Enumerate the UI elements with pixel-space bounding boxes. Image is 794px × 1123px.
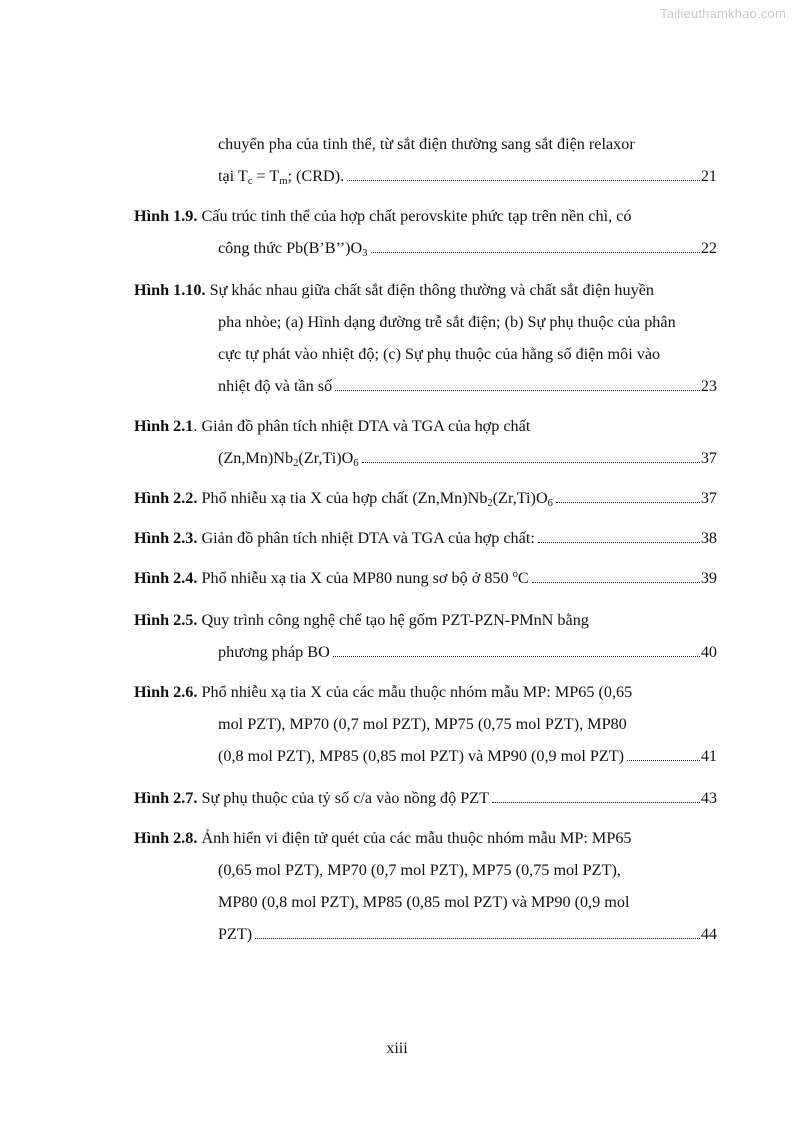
page-number: 37 xyxy=(700,489,717,507)
figure-label: Hình 2.8. xyxy=(134,829,198,847)
entry-line: mol PZT), MP70 (0,7 mol PZT), MP75 (0,75 mol PZT), MP80 xyxy=(218,715,627,733)
footer-page-number: xiii xyxy=(386,1040,408,1057)
page-number: 22 xyxy=(700,239,717,257)
dot-leader xyxy=(347,179,700,181)
dot-leader xyxy=(362,461,700,463)
dot-leader xyxy=(335,389,700,391)
entry-line: Hình 1.9. Cấu trúc tinh thể của hợp chất perovskite phức tạp trên nền chì, có xyxy=(134,207,632,225)
dot-leader xyxy=(627,759,700,761)
dot-leader xyxy=(255,937,700,939)
page-number: 21 xyxy=(700,167,717,185)
dot-leader xyxy=(492,801,700,803)
entry-line-leader[interactable]: nhiệt độ và tần số 23 xyxy=(218,377,717,395)
entry-line-leader[interactable]: PZT) 44 xyxy=(218,925,717,943)
figure-label: Hình 1.9. xyxy=(134,207,198,225)
dot-leader xyxy=(371,251,700,253)
entry-line-leader[interactable]: tại $T_c = T_m$; (CRD). 21 xyxy=(218,167,717,187)
entry-line: Hình 1.10. Sự khác nhau giữa chất sắt điện thông thường và chất sắt điện huyền xyxy=(134,281,654,299)
entry-line: cực tự phát vào nhiệt độ; (c) Sự phụ thuộc của hằng số điện môi vào xyxy=(218,345,661,363)
entry-line: MP80 (0,8 mol PZT), MP85 (0,85 mol PZT) và MP90 (0,9 mol xyxy=(218,893,630,911)
entry-line-leader[interactable]: (0,8 mol PZT), MP85 (0,85 mol PZT) và MP90 (0,9 mol PZT) 41 xyxy=(218,747,717,765)
figure-label: Hình 2.6. xyxy=(134,683,198,701)
entry-line-leader[interactable]: công thức $Pb(B’B’’)O_3$ 22 xyxy=(218,239,717,259)
figure-label: Hình 2.2. xyxy=(134,489,198,507)
dot-leader xyxy=(532,581,700,583)
figure-label: Hình 2.7. xyxy=(134,789,198,807)
entry-line: pha nhòe; (a) Hình dạng đường trễ sắt điện; (b) Sự phụ thuộc của phân xyxy=(218,313,676,331)
figure-label: Hình 2.5. xyxy=(134,611,198,629)
entry-line: Hình 2.1. Giản đồ phân tích nhiệt DTA và TGA của hợp chất xyxy=(134,417,531,435)
entry-line: (0,65 mol PZT), MP70 (0,7 mol PZT), MP75 (0,75 mol PZT), xyxy=(218,861,621,879)
page-number: 41 xyxy=(700,747,717,765)
figure-label: Hình 2.1 xyxy=(134,417,194,435)
entry-line-leader[interactable]: phương pháp BO 40 xyxy=(218,643,717,661)
page-number: 38 xyxy=(700,529,717,547)
dot-leader xyxy=(556,501,700,503)
page-number: 23 xyxy=(700,377,717,395)
entry-line-leader[interactable]: Hình 2.3. Giản đồ phân tích nhiệt DTA và TGA của hợp chất: 38 xyxy=(134,529,717,547)
entry-line: Hình 2.5. Quy trình công nghệ chế tạo hệ gốm PZT-PZN-PMnN bằng xyxy=(134,611,589,629)
page-number: 43 xyxy=(700,789,717,807)
figure-label: Hình 2.4. xyxy=(134,569,198,587)
page-number: 44 xyxy=(700,925,717,943)
entry-line: Hình 2.6. Phổ nhiễu xạ tia X của các mẫu thuộc nhóm mẫu MP: MP65 (0,65 xyxy=(134,683,633,701)
page-number: 39 xyxy=(700,569,717,587)
dot-leader xyxy=(538,541,700,543)
entry-line-leader[interactable]: Hình 2.7. Sự phụ thuộc của tỷ số c/a vào nồng độ PZT 43 xyxy=(134,789,717,807)
page-number: 40 xyxy=(700,643,717,661)
page-number: 37 xyxy=(700,449,717,467)
entry-line-leader[interactable]: Hình 2.4. Phổ nhiễu xạ tia X của MP80 nung sơ bộ ở 850 $^o$C 39 xyxy=(134,569,717,587)
entry-line-leader[interactable]: $(Zn,Mn)Nb_2(Zr,Ti)O_6$ 37 xyxy=(218,449,717,469)
figure-label: Hình 1.10. xyxy=(134,281,206,299)
figure-label: Hình 2.3. xyxy=(134,529,198,547)
watermark: Tailieuthamkhao.com xyxy=(660,6,786,21)
entry-line-leader[interactable]: Hình 2.2. Phổ nhiễu xạ tia X của hợp chất $(Zn,Mn)Nb_2(Zr,Ti)O_6$ 37 xyxy=(134,489,717,509)
entry-line: Hình 2.8. Ảnh hiển vi điện tử quét của các mẫu thuộc nhóm mẫu MP: MP65 xyxy=(134,829,632,847)
dot-leader xyxy=(333,655,700,657)
